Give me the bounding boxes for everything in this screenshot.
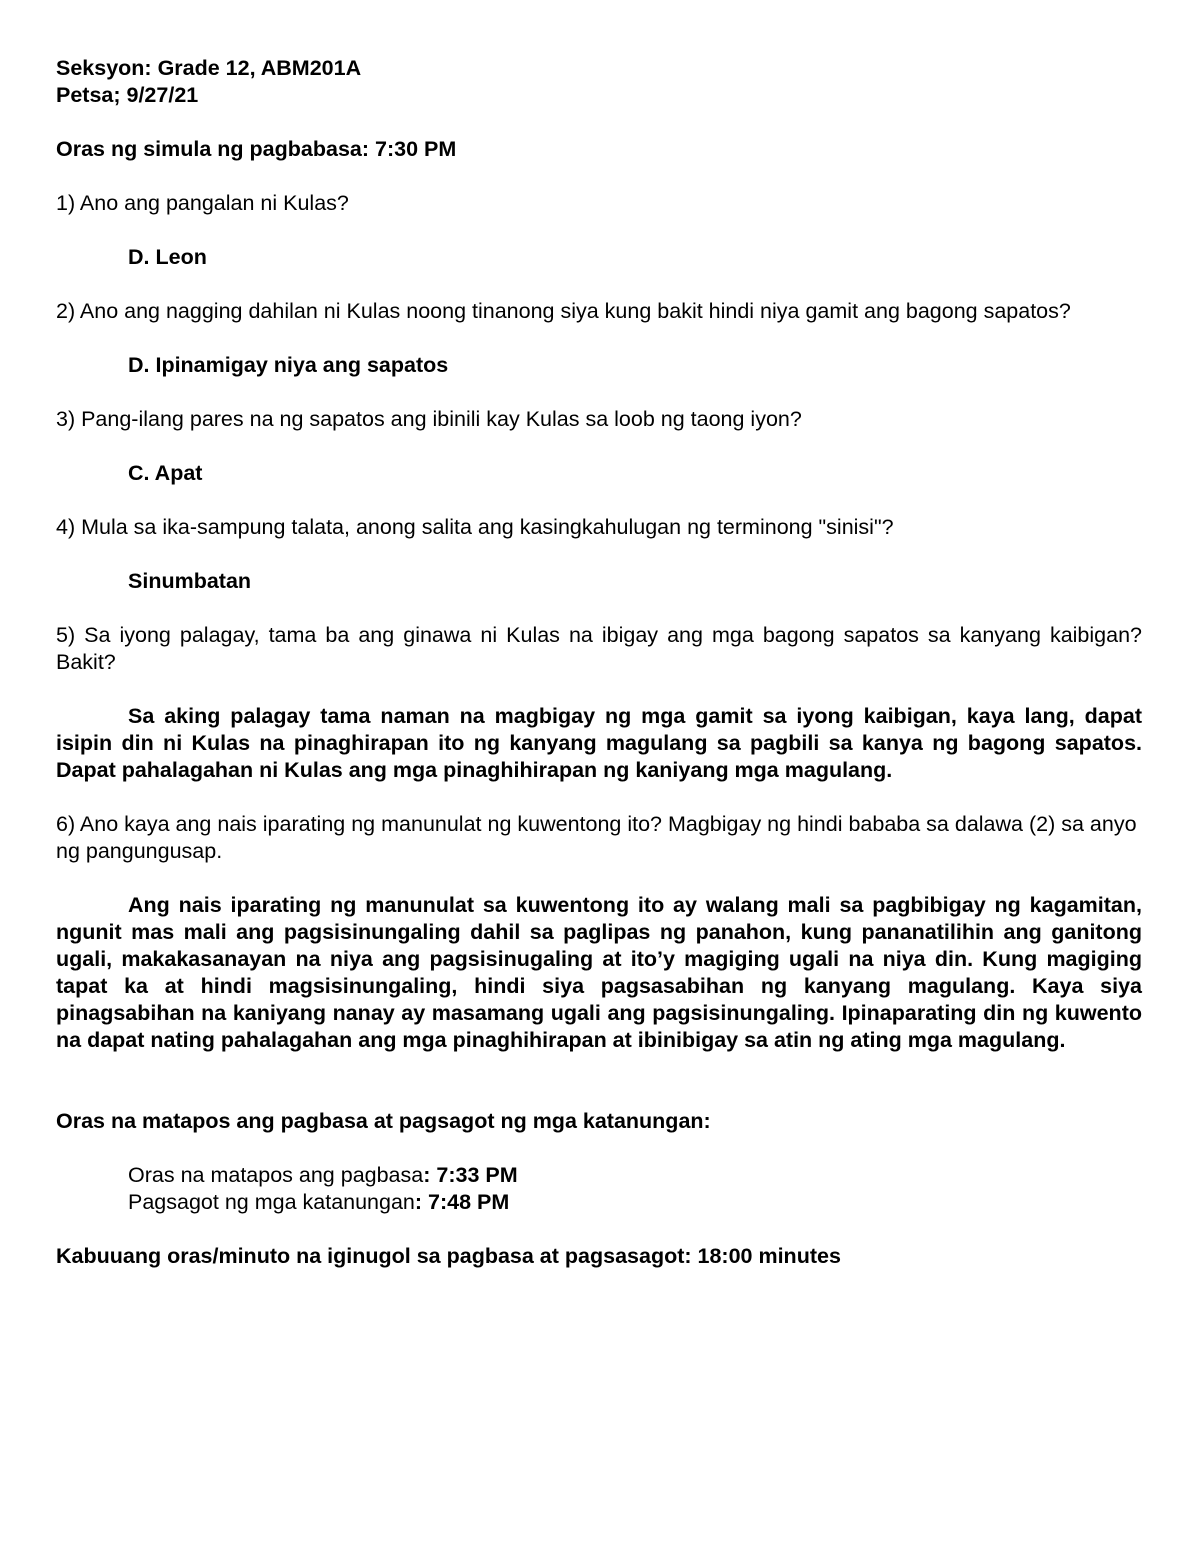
answer-2: D. Ipinamigay niya ang sapatos — [128, 353, 449, 377]
answer-6: Ang nais iparating ng manunulat sa kuwentong ito ay walang mali sa pagbibigay ng kagamitan, ngunit mas mali ang pagsisinungaling dahil sa paglipas ng panahon, kung pananatilihin ang ganitong ugali, makakasanayan na niya ang pagsisinugaling at ito’y magiging ugali na niya din. Kung magiging tapat ka at hindi magsisinungaling, hindi siya pagsasabihan ng kanyang magulang. Kaya siya pinagsabihan na kaniyang nanay ay masamang ugali ang pagsisinungaling. Ipinaparating din ng kuwento na dapat nating pahalagahan ang mga pinaghihirapan at ibinibigay sa atin ng ating mga magulang. — [56, 893, 1142, 1052]
question-2: 2) Ano ang nagging dahilan ni Kulas noong tinanong siya kung bakit hindi niya gamit ang bagong sapatos? — [56, 299, 1071, 323]
answering-end-label: Pagsagot ng mga katanungan — [128, 1190, 415, 1214]
reading-end-time: : 7:33 PM — [423, 1163, 518, 1187]
date-line: Petsa; 9/27/21 — [56, 83, 199, 107]
question-4: 4) Mula sa ika-sampung talata, anong salita ang kasingkahulugan ng terminong "sinisi"? — [56, 515, 894, 539]
answer-4: Sinumbatan — [128, 569, 252, 593]
reading-end-line — [128, 1162, 1142, 1189]
question-6: 6) Ano kaya ang nais iparating ng manunulat ng kuwentong ito? Magbigay ng hindi bababa sa dalawa (2) sa anyo ng pangungusap. — [56, 812, 1137, 863]
answer-5: Sa aking palagay tama naman na magbigay ng mga gamit sa iyong kaibigan, kaya lang, dapat isipin din ni Kulas na pinaghirapan ito ng kanyang magulang sa pagbili sa kanya ng bagong sapatos. Dapat pahalagahan ni Kulas ang mga pinaghihirapan ng kaniyang mga magulang. — [56, 704, 1142, 782]
question-5: 5) Sa iyong palagay, tama ba ang ginawa ni Kulas na ibigay ang mga bagong sapatos sa kanyang kaibigan? Bakit? — [56, 623, 1142, 674]
start-time: Oras ng simula ng pagbabasa: 7:30 PM — [56, 137, 457, 161]
answer-3: C. Apat — [128, 461, 203, 485]
question-1: 1) Ano ang pangalan ni Kulas? — [56, 191, 349, 215]
reading-end-label: Oras na matapos ang pagbasa — [128, 1163, 424, 1187]
question-3: 3) Pang-ilang pares na ng sapatos ang ibinili kay Kulas sa loob ng taong iyon? — [56, 407, 802, 431]
answering-end-line — [128, 1189, 1142, 1216]
answering-end-time: : 7:48 PM — [414, 1190, 510, 1214]
end-heading: Oras na matapos ang pagbasa at pagsagot ng mga katanungan: — [56, 1109, 711, 1133]
end-times — [56, 1162, 1142, 1216]
total-time: Kabuuang oras/minuto na iginugol sa pagbasa at pagsasagot: 18:00 minutes — [56, 1244, 841, 1268]
document-page — [56, 55, 1142, 1270]
answer-1: D. Leon — [128, 245, 207, 269]
section-line: Seksyon: Grade 12, ABM201A — [56, 56, 362, 80]
